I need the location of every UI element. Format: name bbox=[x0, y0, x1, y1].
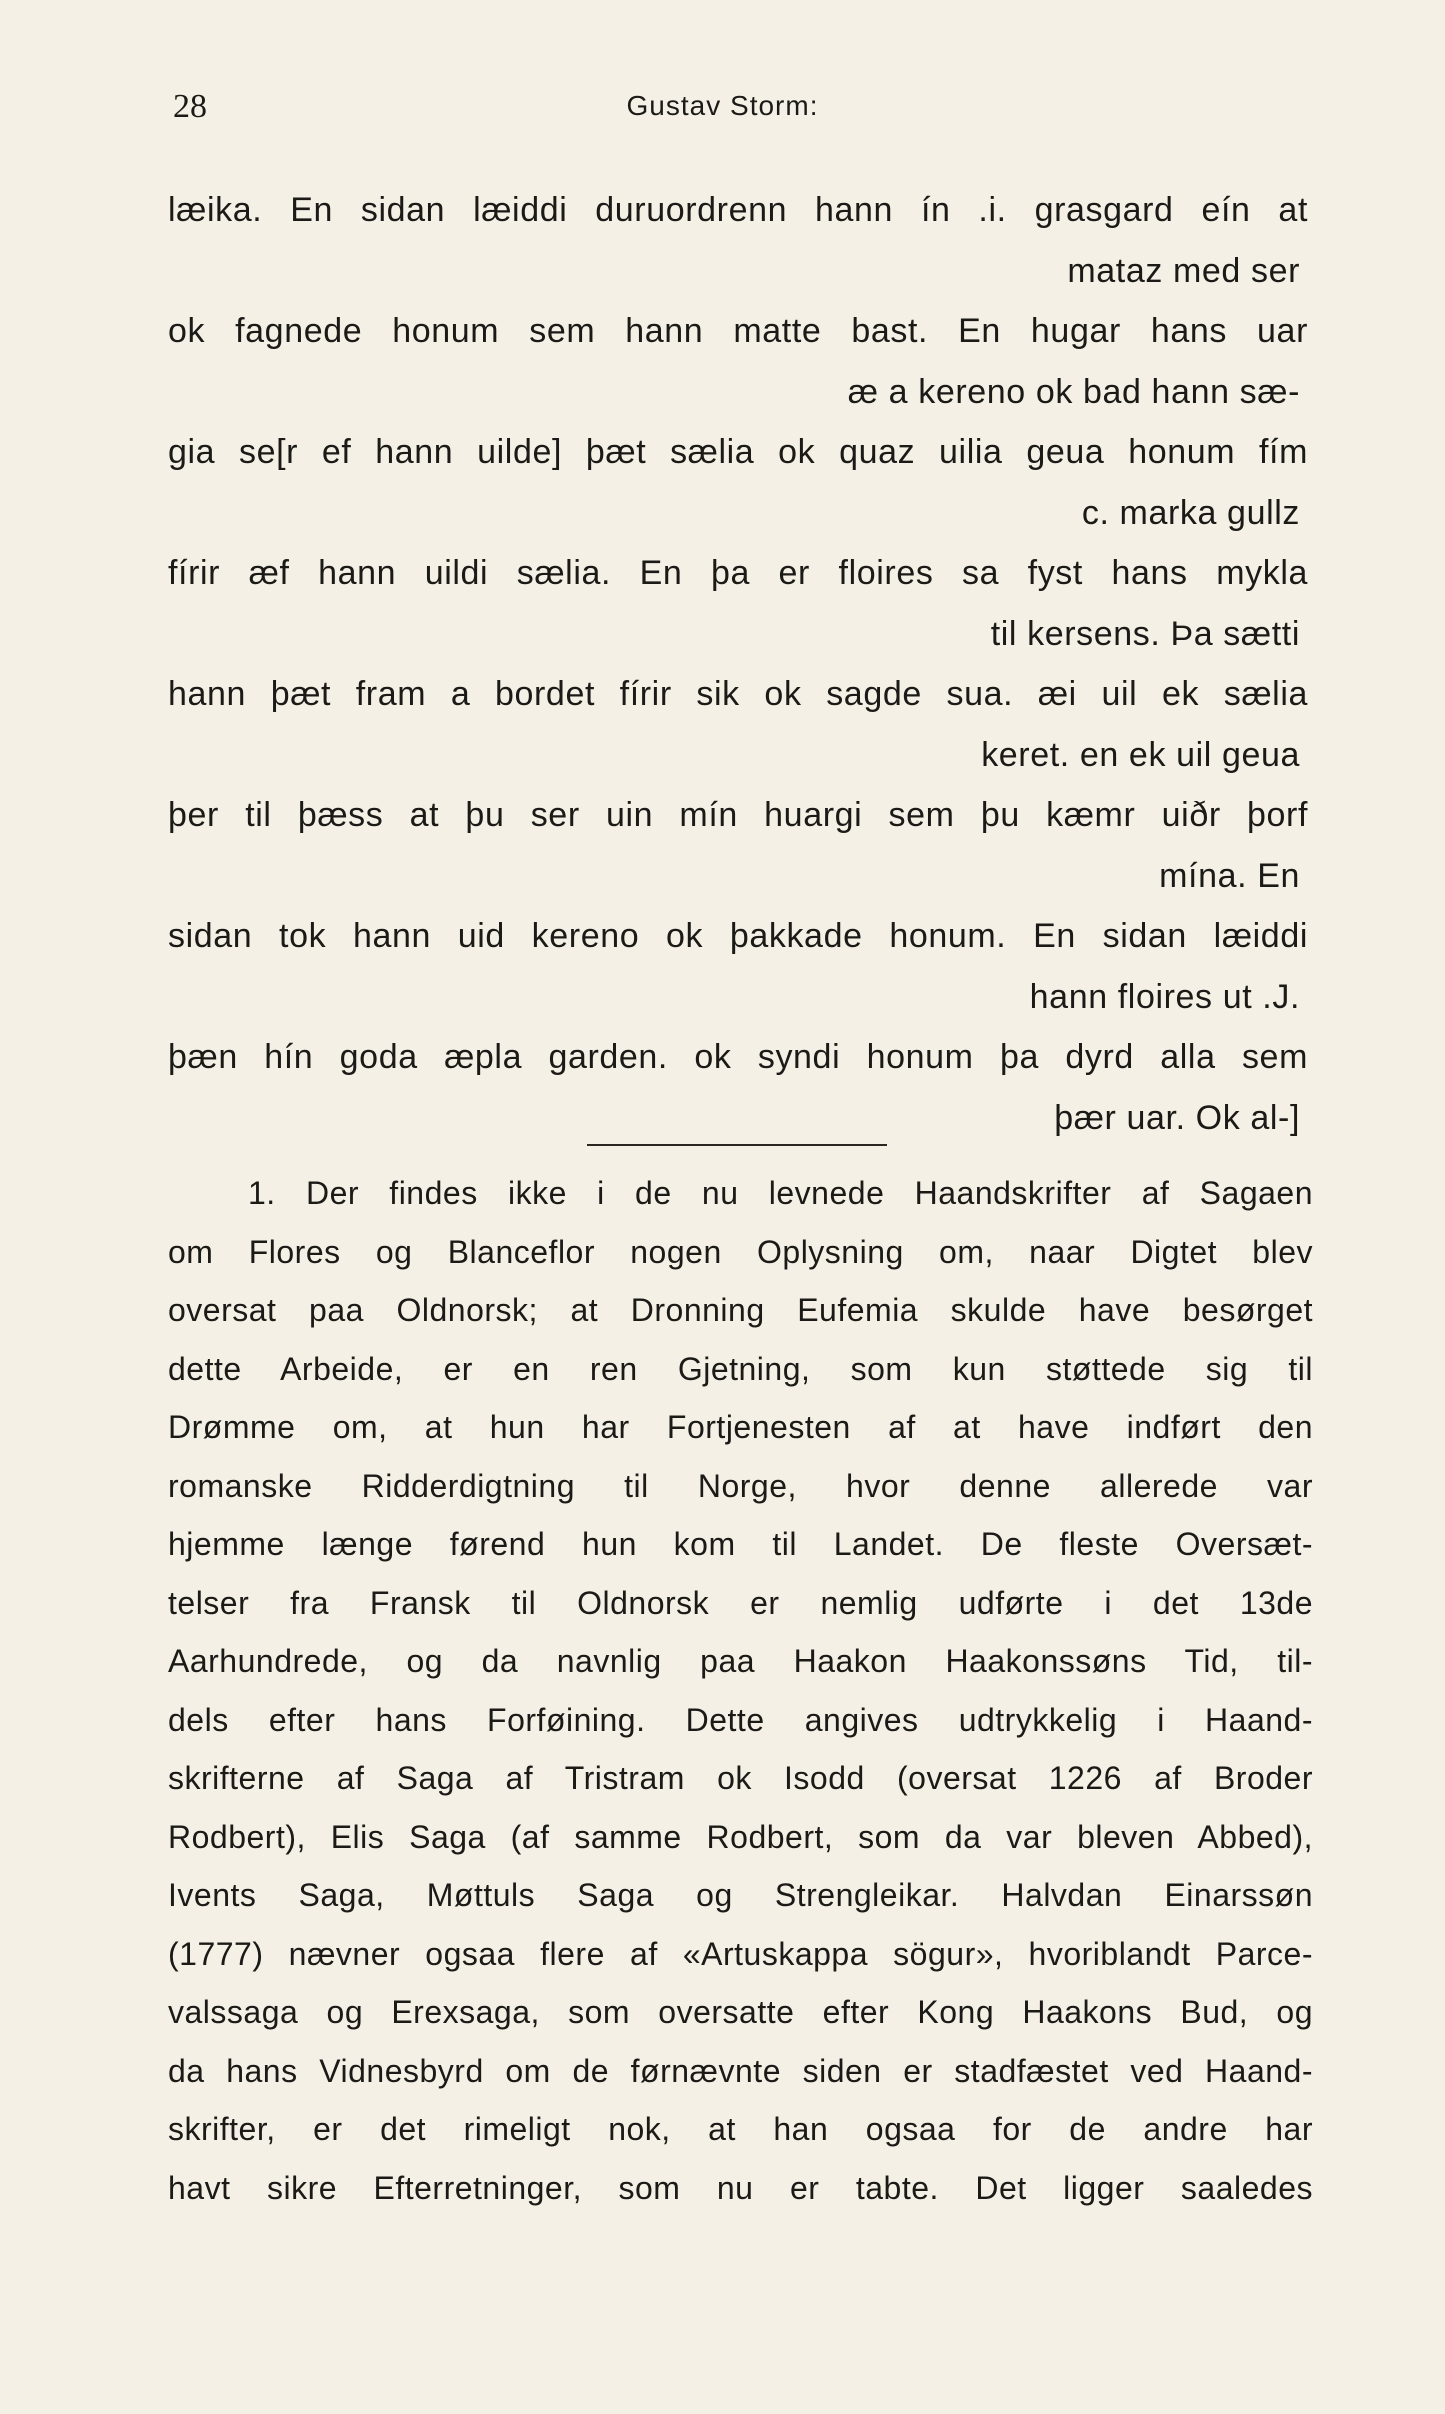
running-head: Gustav Storm: bbox=[626, 90, 819, 121]
verse-line: hann floires ut .J. bbox=[1029, 977, 1300, 1016]
verse-line: mataz med ser bbox=[1067, 251, 1300, 290]
footnote-line: telser fra Fransk til Oldnorsk er nemlig udførte i det 13de bbox=[168, 1584, 1313, 1621]
verse-line: þæn hín goda æpla garden. ok syndi honum þa dyrd alla sem bbox=[168, 1038, 1308, 1076]
footnote-line: Ivents Saga, Møttuls Saga og Strengleikar. Halvdan Einarssøn bbox=[168, 1877, 1313, 1913]
footnote-line: romanske Ridderdigtning til Norge, hvor denne allerede var bbox=[168, 1467, 1313, 1504]
footnote-line: Aarhundrede, og da navnlig paa Haakon Haakonssøns Tid, til- bbox=[168, 1643, 1313, 1679]
page-number: 28 bbox=[173, 88, 207, 125]
footnote bbox=[168, 1164, 1313, 2217]
footnote-line: 1. Der findes ikke i de nu levnede Haandskrifter af Sagaen bbox=[248, 1175, 1313, 1211]
footnote-line: oversat paa Oldnorsk; at Dronning Eufemia skulde have besørget bbox=[168, 1292, 1313, 1328]
footnote-line: havt sikre Efterretninger, som nu er tabte. Det ligger saaledes bbox=[168, 2169, 1313, 2206]
verse-line: þer til þæss at þu ser uin mín huargi sem þu kæmr uiðr þorf bbox=[168, 796, 1308, 834]
verse-text bbox=[168, 180, 1308, 1148]
footnote-line: om Flores og Blanceflor nogen Oplysning om, naar Digtet blev bbox=[168, 1233, 1313, 1270]
footnote-line: dette Arbeide, er en ren Gjetning, som kun støttede sig til bbox=[168, 1350, 1313, 1387]
footnote-line: skrifter, er det rimeligt nok, at han ogsaa for de andre har bbox=[168, 2111, 1313, 2147]
verse-line: ok fagnede honum sem hann matte bast. En hugar hans uar bbox=[168, 312, 1308, 350]
verse-line: c. marka gullz bbox=[1081, 493, 1300, 532]
footnote-line: da hans Vidnesbyrd om de førnævnte siden er stadfæstet ved Haand- bbox=[168, 2052, 1313, 2089]
footnote-line: (1777) nævner ogsaa flere af «Artuskappa sögur», hvoriblandt Parce- bbox=[168, 1935, 1313, 1972]
verse-line: keret. en ek uil geua bbox=[981, 735, 1300, 774]
footnote-line: Drømme om, at hun har Fortjenesten af at have indført den bbox=[168, 1409, 1313, 1445]
verse-line: læika. En sidan læiddi duruordrenn hann ín .i. grasgard eín at bbox=[168, 191, 1308, 229]
verse-line: sidan tok hann uid kereno ok þakkade honum. En sidan læiddi bbox=[168, 917, 1308, 955]
verse-line: hann þæt fram a bordet fírir sik ok sagde sua. æi uil ek sælia bbox=[168, 675, 1308, 713]
footnote-divider bbox=[587, 1144, 887, 1146]
footnote-line: dels efter hans Forføining. Dette angives udtrykkelig i Haand- bbox=[168, 1701, 1313, 1738]
verse-line: til kersens. Þa sætti bbox=[990, 614, 1300, 653]
footnote-line: valssaga og Erexsaga, som oversatte efter Kong Haakons Bud, og bbox=[168, 1994, 1313, 2030]
verse-line: mína. En bbox=[1159, 856, 1300, 895]
footnote-line: skrifterne af Saga af Tristram ok Isodd (oversat 1226 af Broder bbox=[168, 1760, 1313, 1796]
verse-line: æ a kereno ok bad hann sæ- bbox=[847, 372, 1300, 411]
footnote-line: Rodbert), Elis Saga (af samme Rodbert, som da var bleven Abbed), bbox=[168, 1818, 1313, 1855]
verse-line: þær uar. Ok al-] bbox=[1054, 1098, 1300, 1137]
verse-line: gia se[r ef hann uilde] þæt sælia ok quaz uilia geua honum fím bbox=[168, 433, 1308, 471]
footnote-line: hjemme længe førend hun kom til Landet. De fleste Oversæt- bbox=[168, 1526, 1313, 1562]
verse-line: fírir æf hann uildi sælia. En þa er floires sa fyst hans mykla bbox=[168, 554, 1308, 592]
